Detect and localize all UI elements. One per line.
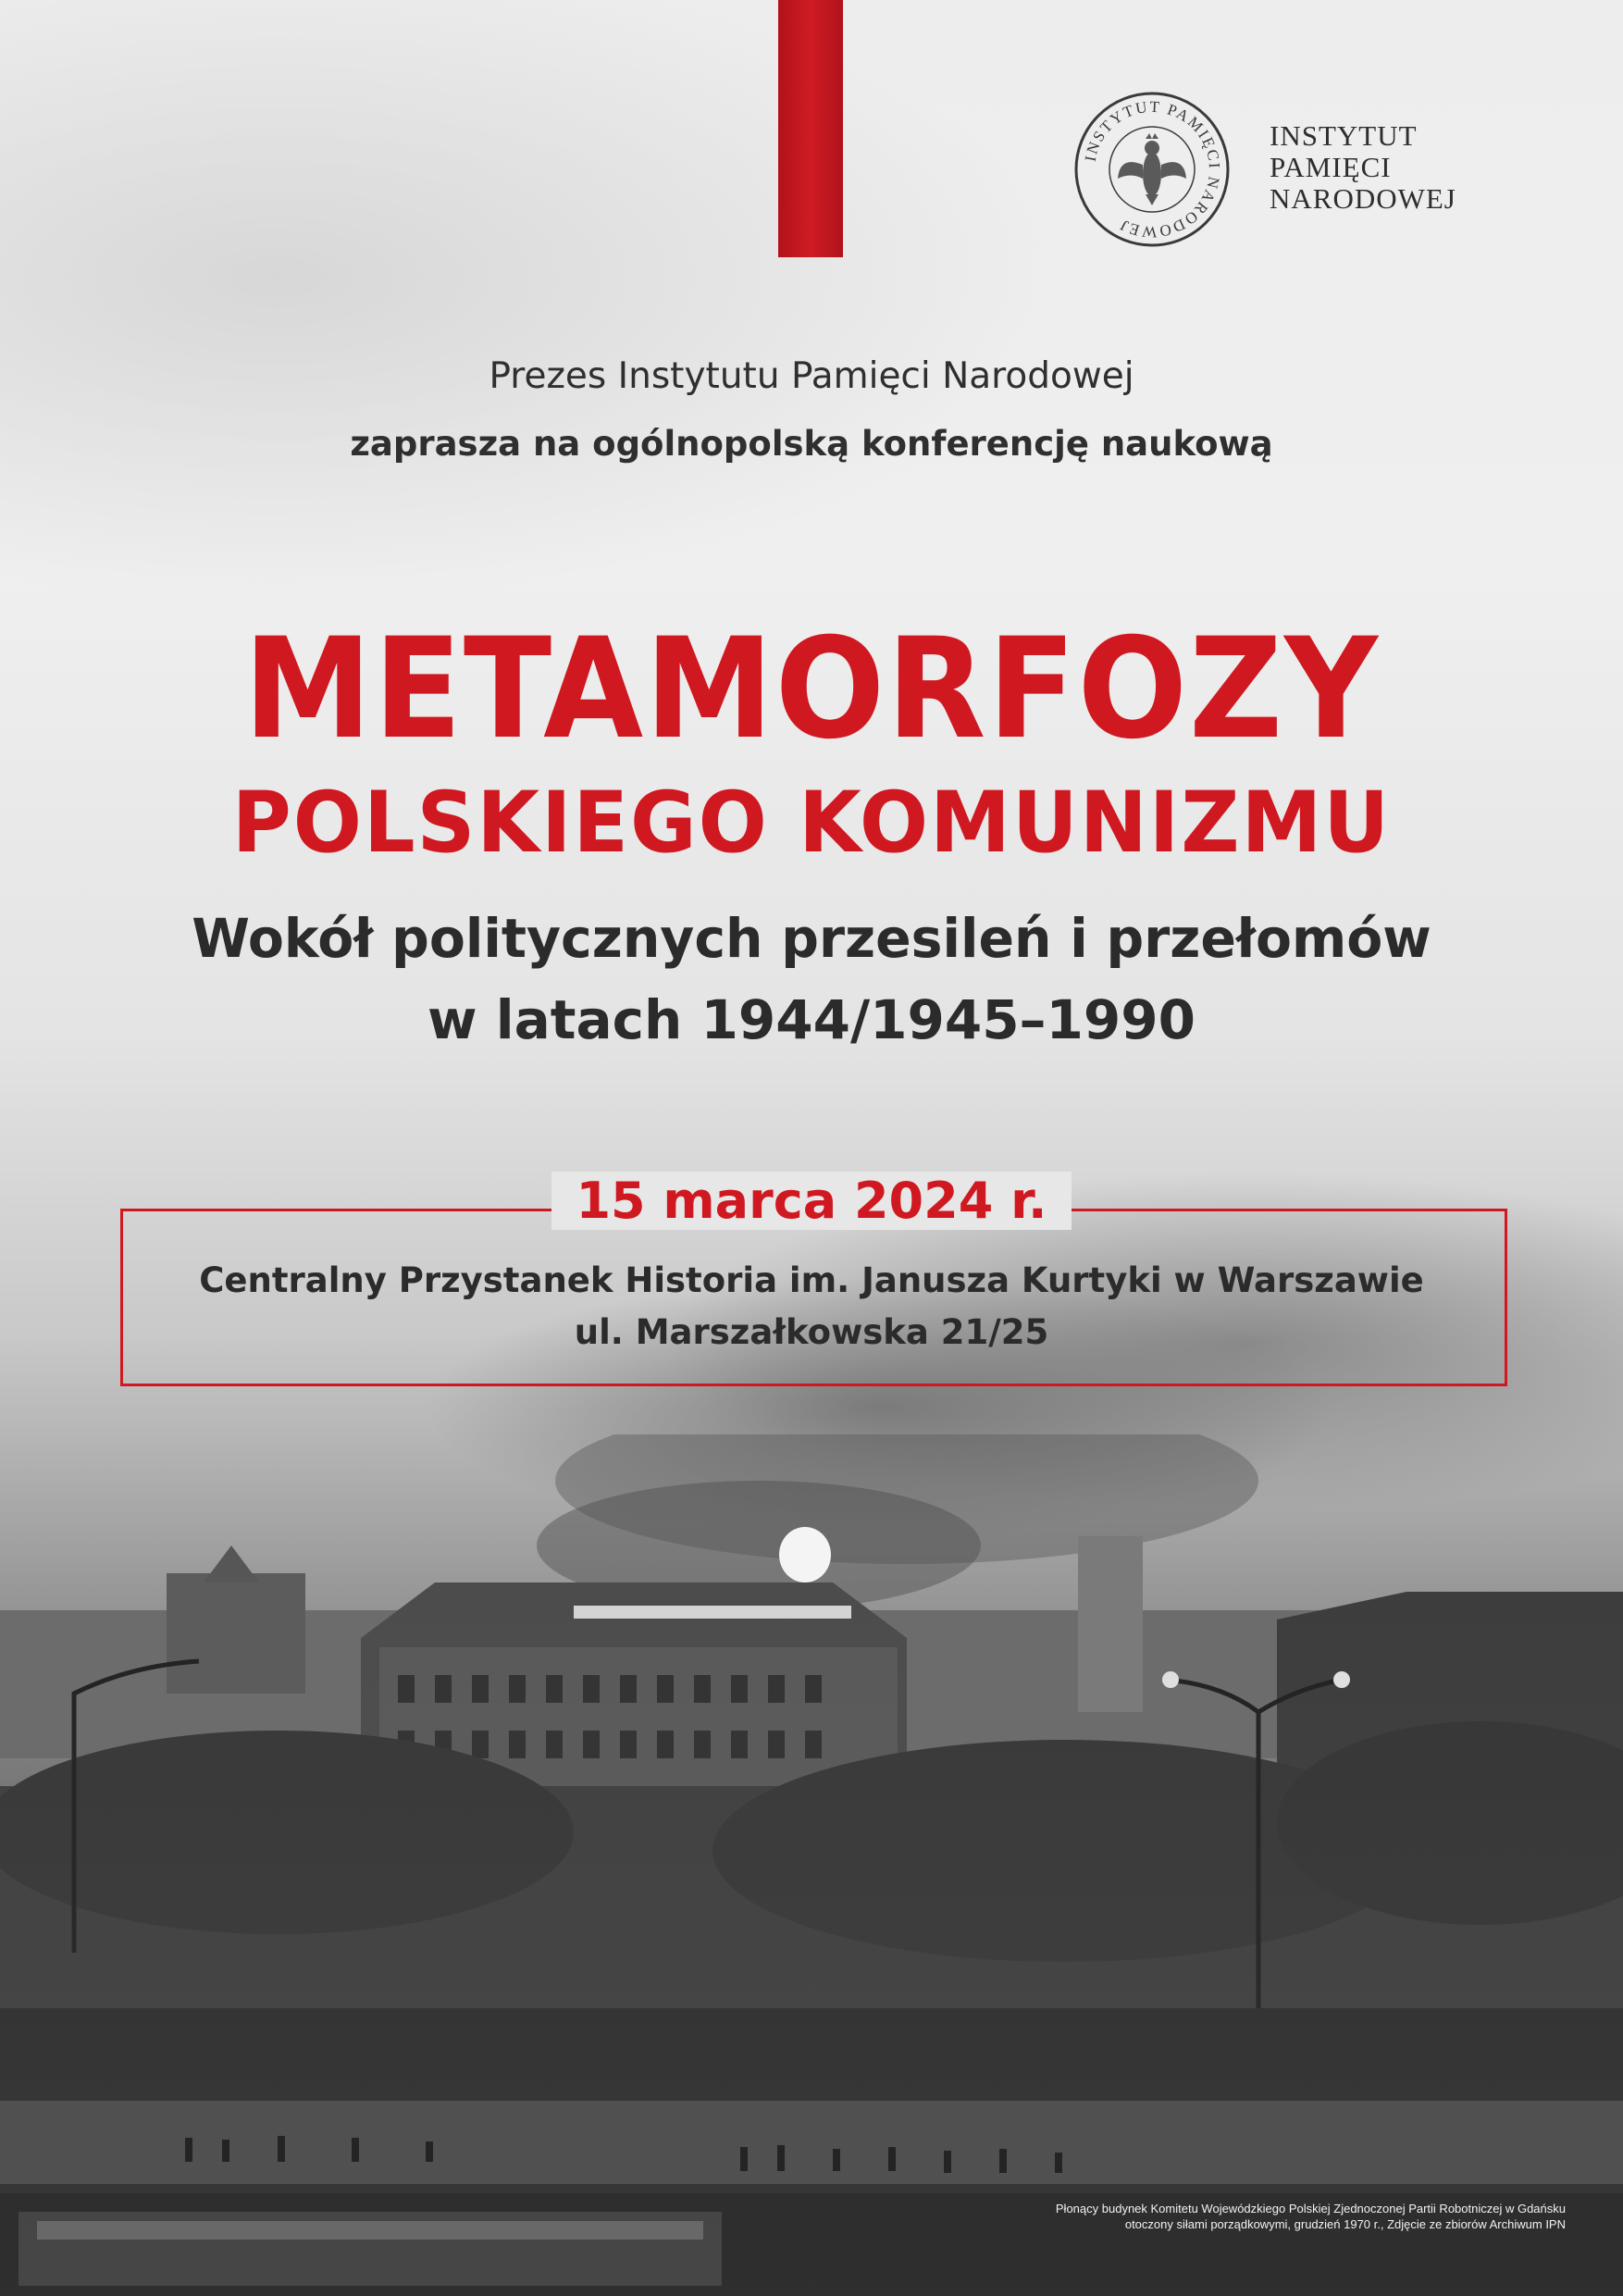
venue-name: Centralny Przystanek Historia im. Janusza Kurtyki w Warszawie — [199, 1260, 1424, 1300]
institution-name-line: NARODOWEJ — [1270, 182, 1456, 215]
event-date — [0, 1172, 1623, 1230]
historical-photo — [0, 1434, 1623, 2296]
event-date-text: 15 marca 2024 r. — [551, 1172, 1071, 1230]
red-accent-bar — [778, 0, 843, 257]
institution-name-line: PAMIĘCI — [1270, 151, 1392, 183]
conference-subtitle: Wokół politycznych przesileń i przełomów — [192, 907, 1431, 970]
conference-title: METAMORFOZY — [243, 609, 1380, 770]
institution-name — [1270, 120, 1547, 215]
seal-ring-text: INSTYTUT PAMIĘCI NARODOWEJ — [1081, 97, 1224, 242]
conference-title-line2: POLSKIEGO KOMUNIZMU — [231, 775, 1392, 872]
photo-caption-line: Płonący budynek Komitetu Wojewódzkiego Polskiej Zjednoczonej Partii Robotniczej w Gdańsku — [1055, 2202, 1566, 2215]
eagle-icon — [1118, 133, 1186, 205]
ipn-seal-logo — [1073, 91, 1231, 248]
institution-name-line: INSTYTUT — [1270, 119, 1418, 152]
conference-subtitle-line2: w latach 1944/1945–1990 — [427, 988, 1196, 1051]
photo-caption — [733, 2201, 1566, 2232]
venue-address: ul. Marszałkowska 21/25 — [574, 1312, 1049, 1352]
invitation-host: Prezes Instytutu Pamięci Narodowej — [489, 355, 1134, 397]
photo-caption-line: otoczony siłami porządkowymi, grudzień 1970 r., Zdjęcie ze zbiorów Archiwum IPN — [1124, 2217, 1566, 2231]
invitation-text: zaprasza na ogólnopolską konferencję naukową — [350, 424, 1273, 464]
